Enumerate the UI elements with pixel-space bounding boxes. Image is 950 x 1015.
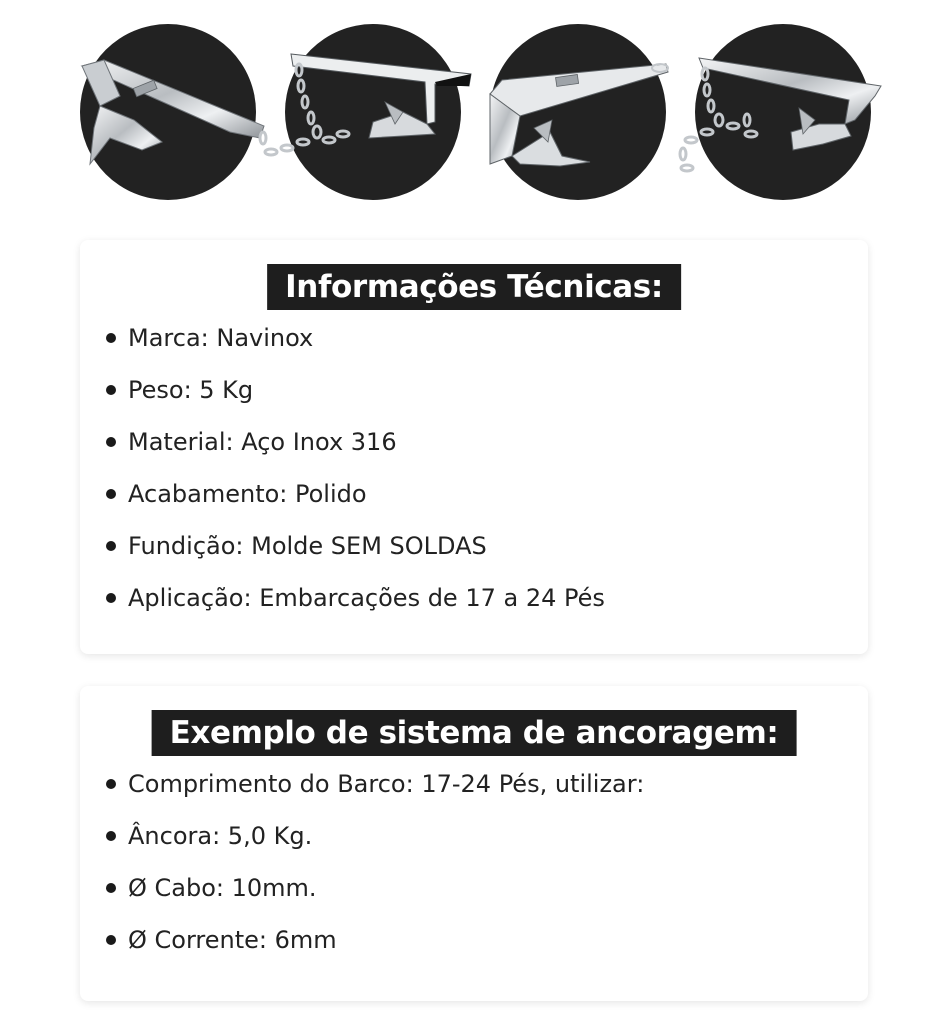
bullet-icon xyxy=(106,935,116,945)
product-image-1[interactable] xyxy=(80,24,256,200)
technical-info-list xyxy=(106,320,848,632)
spec-text: Marca: Navinox xyxy=(128,324,314,352)
spec-item-material xyxy=(106,424,848,476)
anchor-with-chain-icon xyxy=(285,24,461,200)
bullet-icon xyxy=(106,385,116,395)
spec-text: Aplicação: Embarcações de 17 a 24 Pés xyxy=(128,584,605,612)
anchor-icon xyxy=(80,24,256,200)
anchoring-system-title: Exemplo de sistema de ancoragem: xyxy=(152,710,797,756)
anchoring-text: Ø Corrente: 6mm xyxy=(128,926,337,954)
anchor-with-chain-icon xyxy=(695,24,871,200)
bullet-icon xyxy=(106,593,116,603)
product-image-4[interactable] xyxy=(695,24,871,200)
anchoring-system-list xyxy=(106,766,848,974)
spec-item-application xyxy=(106,580,848,632)
product-image-3[interactable] xyxy=(490,24,666,200)
anchoring-text: Comprimento do Barco: 17-24 Pés, utilizar: xyxy=(128,770,645,798)
bullet-icon xyxy=(106,437,116,447)
spec-text: Peso: 5 Kg xyxy=(128,376,254,404)
anchoring-text: Âncora: 5,0 Kg. xyxy=(128,822,313,850)
spec-item-finish xyxy=(106,476,848,528)
bullet-icon xyxy=(106,831,116,841)
spec-text: Material: Aço Inox 316 xyxy=(128,428,397,456)
spec-item-casting xyxy=(106,528,848,580)
technical-info-card xyxy=(80,240,868,654)
technical-info-title: Informações Técnicas: xyxy=(267,264,681,310)
spec-text: Acabamento: Polido xyxy=(128,480,367,508)
anchoring-item-anchor xyxy=(106,818,848,870)
spec-item-brand xyxy=(106,320,848,372)
bullet-icon xyxy=(106,333,116,343)
spec-item-weight xyxy=(106,372,848,424)
spec-text: Fundição: Molde SEM SOLDAS xyxy=(128,532,487,560)
anchoring-item-rope xyxy=(106,870,848,922)
anchoring-text: Ø Cabo: 10mm. xyxy=(128,874,317,902)
product-image-strip xyxy=(0,0,950,215)
product-image-2[interactable] xyxy=(285,24,461,200)
anchoring-item-chain xyxy=(106,922,848,974)
bullet-icon xyxy=(106,489,116,499)
bullet-icon xyxy=(106,541,116,551)
bullet-icon xyxy=(106,883,116,893)
anchoring-system-card xyxy=(80,686,868,1001)
anchoring-item-boat-length xyxy=(106,766,848,818)
bullet-icon xyxy=(106,779,116,789)
anchor-icon xyxy=(490,24,666,200)
